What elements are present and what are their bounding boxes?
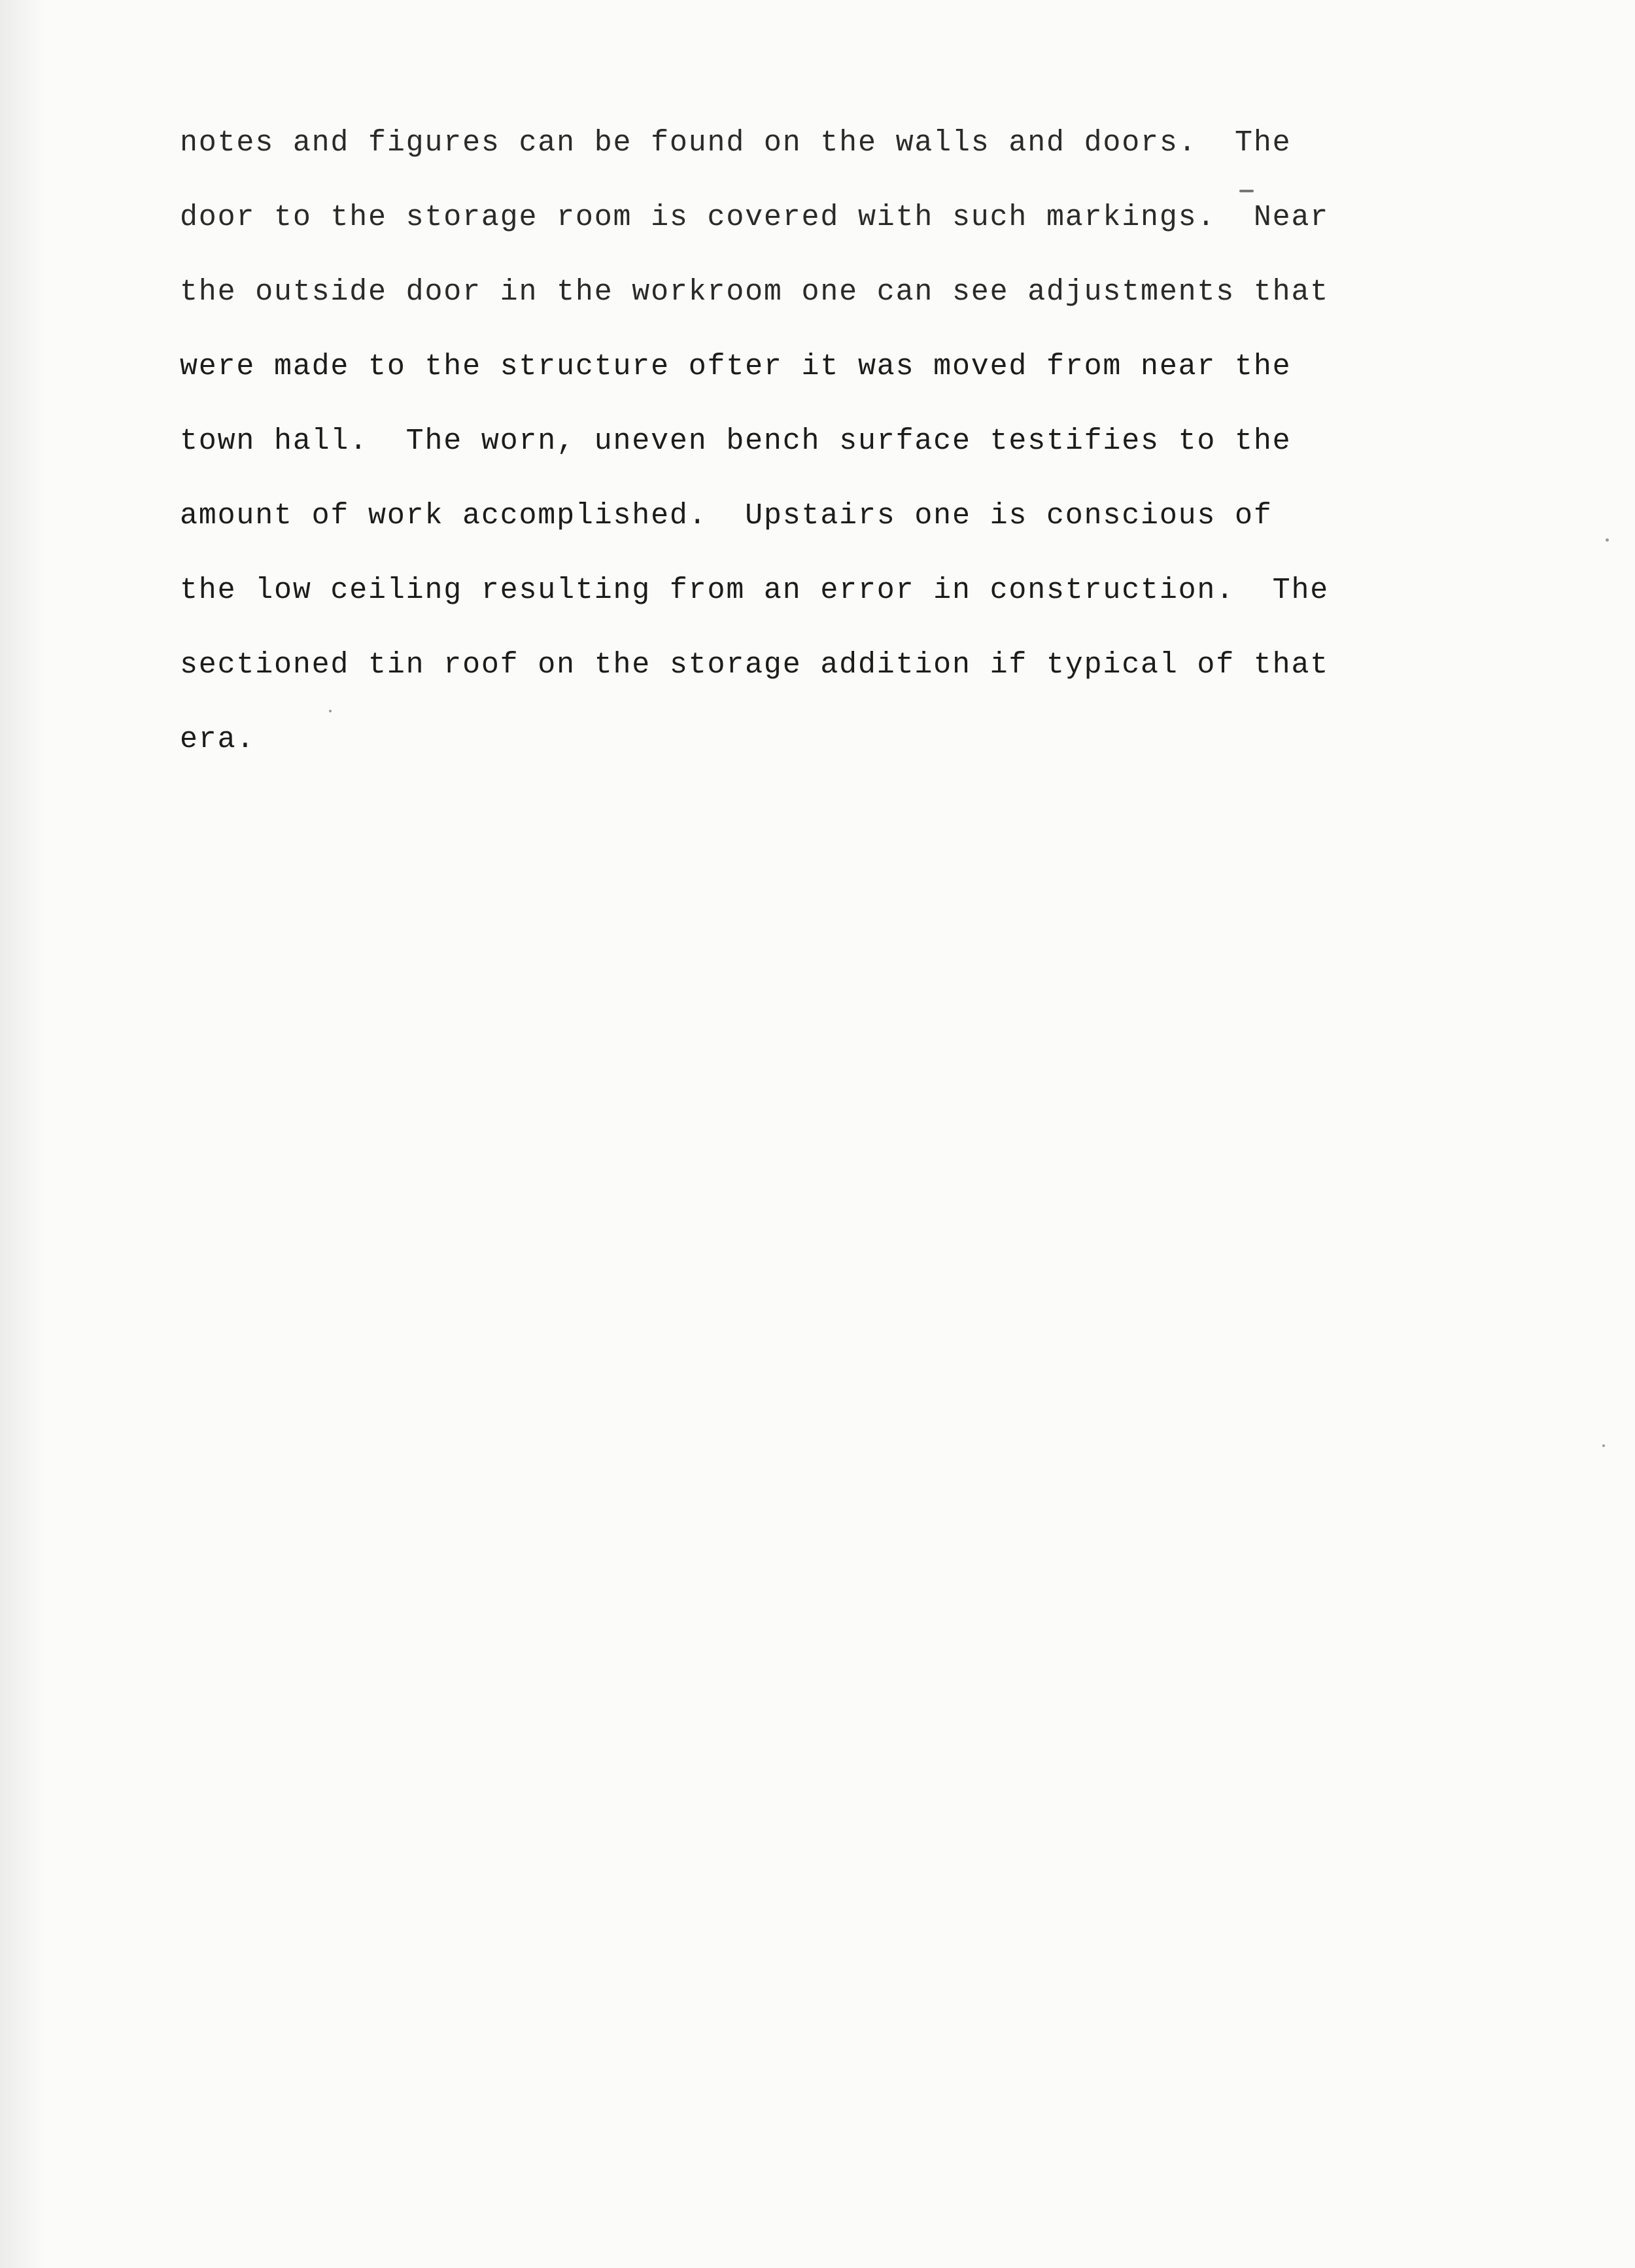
text-line: notes and figures can be found on the walls and doors. The [180, 126, 1292, 160]
typed-paragraph [180, 128, 1331, 799]
scan-speck [1606, 538, 1609, 542]
scan-edge-shadow [0, 0, 46, 2268]
scan-speck [1602, 1444, 1605, 1447]
text-line: town hall. The worn, uneven bench surface testifies to the [180, 425, 1292, 458]
text-line: sectioned tin roof on the storage addition if typical of that [180, 648, 1330, 682]
text-line: era. [180, 723, 256, 756]
text-line: the outside door in the workroom one can see adjustments that [180, 275, 1330, 309]
text-line: were made to the structure ofter it was moved from near the [180, 350, 1292, 383]
text-line: door to the storage room is covered with such markings. Near [180, 201, 1330, 234]
text-line: amount of work accomplished. Upstairs one is conscious of [180, 499, 1273, 532]
text-line: the low ceiling resulting from an error in construction. The [180, 574, 1330, 607]
